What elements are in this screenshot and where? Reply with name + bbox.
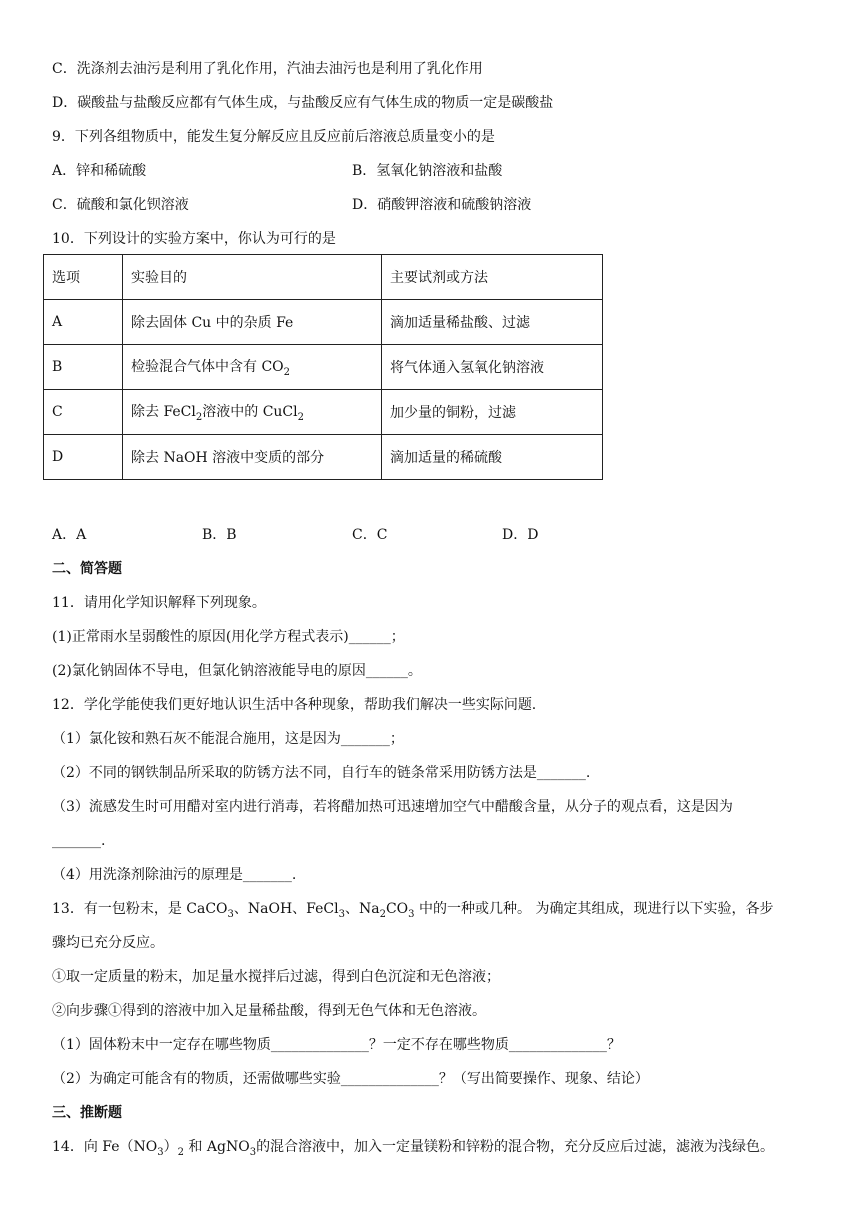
q13-part1: （1）固体粉末中一定存在哪些物质______________？一定不存在哪些物质______________？ [52,1037,621,1053]
q12-part3: （3）流感发生时可用醋对室内进行消毒，若将醋加热可迅速增加空气中醋酸含量，从分子的观点看，这是因为 [52,799,733,815]
q12-part2: （2）不同的钢铁制品所采取的防锈方法不同，自行车的链条常采用防锈方法是_______. [52,765,591,781]
row-goal: 除去固体 Cu 中的杂质 Fe [123,300,382,345]
q11-stem: 11．请用化学知识解释下列现象。 [52,595,266,611]
row-option: B [44,345,123,390]
row-goal: 除去 FeCl$_2$溶液中的 CuCl$_2$ [123,390,382,435]
table-row [44,390,603,435]
q10-answer-d: D．D [502,527,539,543]
q13-stem-continued: 骤均已充分反应。 [52,935,164,951]
q12-part4: （4）用洗涤剂除油污的原理是_______. [52,867,297,883]
q11-part1: (1)正常雨水呈弱酸性的原因(用化学方程式表示)______； [52,629,405,645]
row-method: 加少量的铜粉，过滤 [382,390,603,435]
section-heading: 二、简答题 [52,561,122,577]
q8-option-d: D．碳酸盐与盐酸反应都有气体生成，与盐酸反应有气体生成的物质一定是碳酸盐 [52,95,554,111]
row-method: 滴加适量的稀硫酸 [382,435,603,480]
q12-stem: 12．学化学能使我们更好地认识生活中各种现象，帮助我们解决一些实际问题. [52,697,537,713]
q10-answer-c: C．C [352,527,388,543]
q13-part2: （2）为确定可能含有的物质，还需做哪些实验______________？（写出简要操作、现象、结论） [52,1071,649,1087]
q14-stem: 14．向 $Fe(NO_3)_2$ 和 AgNO$_3$的混合溶液中，加入一定量镁粉和锌粉的混合物，充分反应后过滤，滤液为浅绿色。 [52,1139,775,1158]
q13-step1: ①取一定质量的粉末，加足量水搅拌后过滤，得到白色沉淀和无色溶液； [52,969,500,985]
q8-option-c: C．洗涤剂去油污是利用了乳化作用，汽油去油污也是利用了乳化作用 [52,61,483,77]
q9-stem: 9．下列各组物质中，能发生复分解反应且反应前后溶液总质量变小的是 [52,129,495,145]
q9-option-c: C．硫酸和氯化钡溶液 [52,197,189,213]
q10-answer-b: B．B [202,527,237,543]
header-option: 选项 [44,255,123,300]
row-goal: 除去 NaOH 溶液中变质的部分 [123,435,382,480]
q9-option-b: B．氢氧化钠溶液和盐酸 [352,163,503,179]
q13-stem: 13．有一包粉末，是 CaCO$_3$、NaOH、FeCl$_3$、$Na_2CO_3$ 中的一种或几种。 为确定其组成，现进行以下实验，各步 [52,901,774,920]
row-option: D [44,435,123,480]
q12-part3-blank: _______. [52,833,106,849]
row-goal: 检验混合气体中含有 $CO_2$ [123,345,382,390]
q9-option-a: A．锌和稀硫酸 [52,163,147,179]
header-goal: 实验目的 [123,255,382,300]
experiment-table [43,254,603,480]
table-row [44,300,603,345]
table-header-row [44,255,603,300]
q10-answer-a: A．A [52,527,87,543]
table-row [44,435,603,480]
q9-option-d: D．硝酸钾溶液和硫酸钠溶液 [352,197,532,213]
section-heading: 三、推断题 [52,1105,122,1121]
row-option: A [44,300,123,345]
row-method: 滴加适量稀盐酸、过滤 [382,300,603,345]
q10-stem: 10．下列设计的实验方案中，你认为可行的是 [52,231,336,247]
row-option: C [44,390,123,435]
header-method: 主要试剂或方法 [382,255,603,300]
q11-part2: (2)氯化钠固体不导电，但氯化钠溶液能导电的原因______。 [52,663,422,679]
table-row [44,345,603,390]
q12-part1: （1）氯化铵和熟石灰不能混合施用，这是因为_______； [52,731,404,747]
q13-step2: ②向步骤①得到的溶液中加入足量稀盐酸，得到无色气体和无色溶液。 [52,1003,486,1019]
row-method: 将气体通入氢氧化钠溶液 [382,345,603,390]
